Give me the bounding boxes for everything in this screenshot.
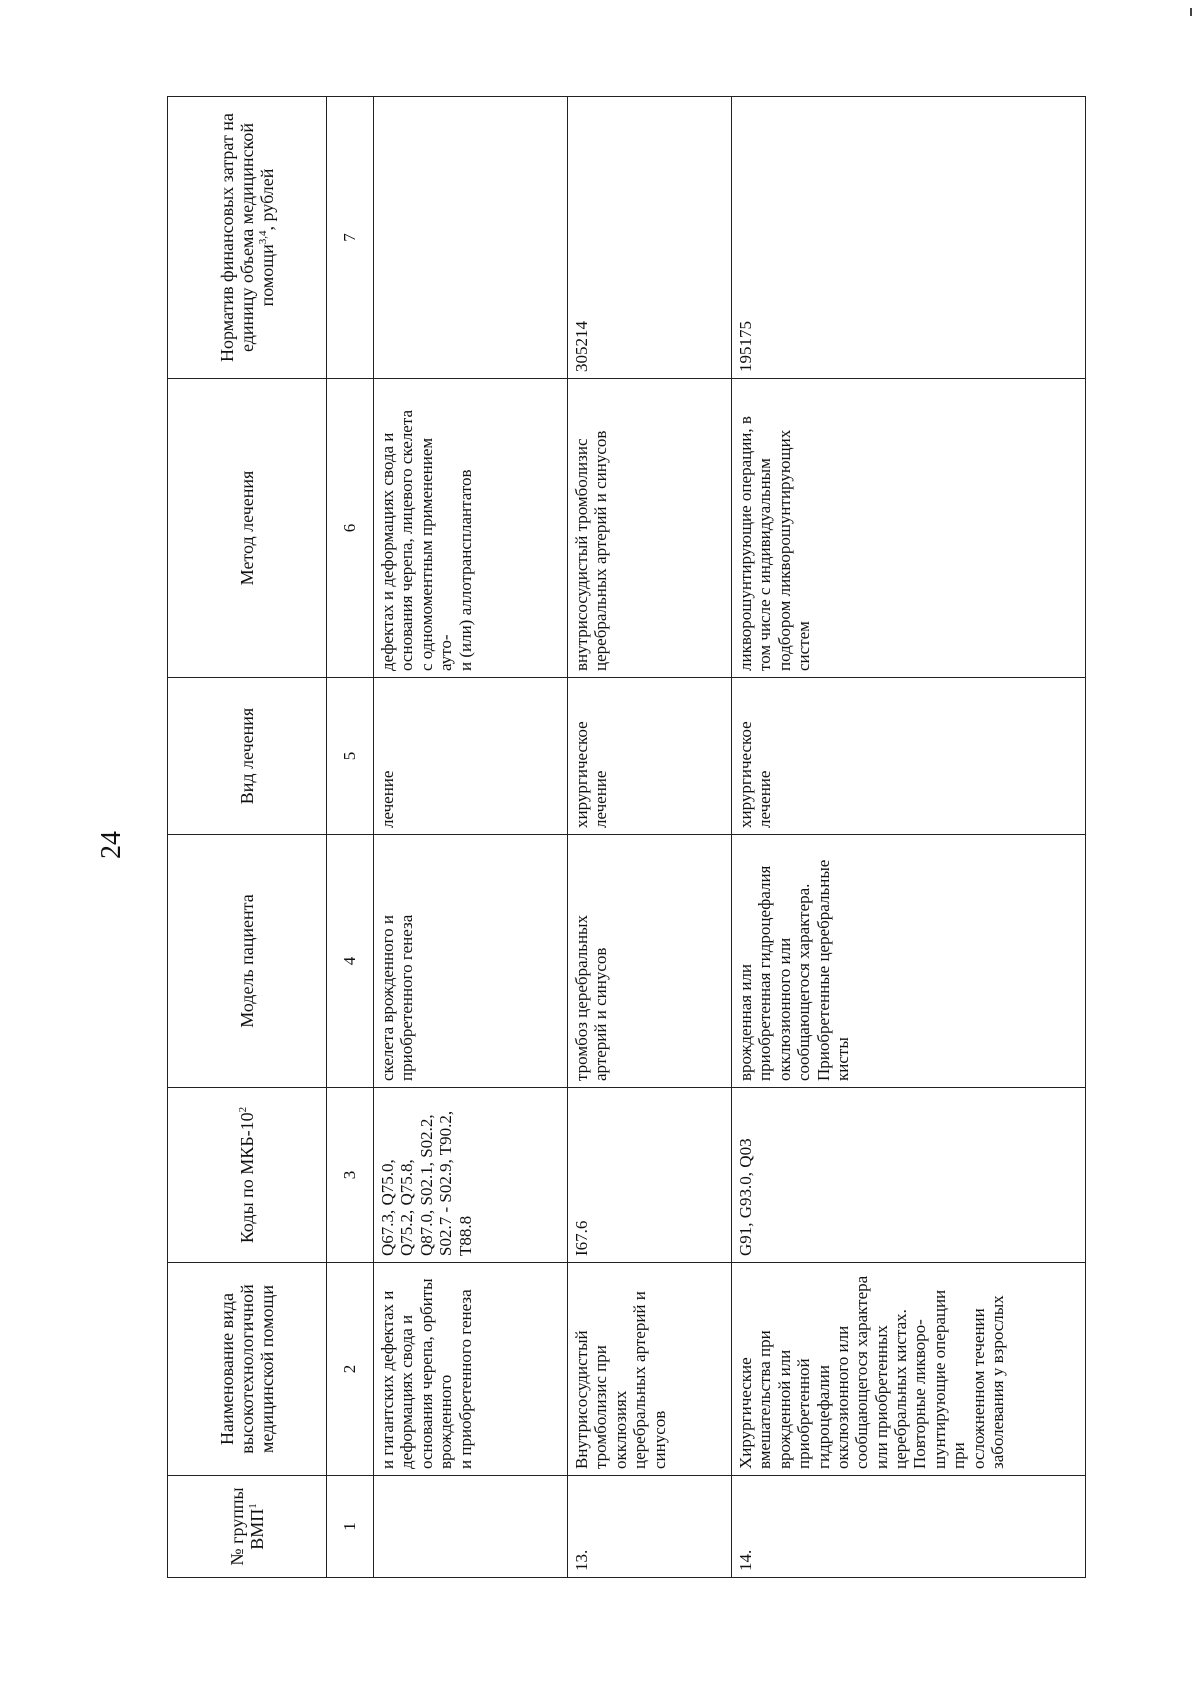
header-footnote: 2 (236, 1106, 249, 1113)
header-cell-patient-model (168, 835, 327, 1088)
vmp-name-cell (568, 1263, 732, 1476)
treatment-method: ликворошунтирующие операции, в том числе с индивидуальным подбором ликворошунтирующих систем (736, 416, 814, 671)
treatment-method: дефектах и деформациях свода и основания черепа, лицевого скелета с одномоментным применением ауто- и (или) аллотрансплантатов (378, 409, 475, 671)
treatment-method-cell (568, 379, 732, 678)
column-number: 4 (327, 835, 374, 1088)
cost-value: 195175 (736, 321, 755, 372)
header-text: № группы ВМП (226, 1487, 267, 1566)
header-text: Коды по МКБ-10 (236, 1112, 257, 1244)
column-number: 5 (327, 678, 374, 835)
header-cell-vmp-name (168, 1263, 327, 1476)
patient-model: скелета врожденного и приобретенного генеза (378, 914, 417, 1081)
group-number-cell (374, 1476, 568, 1578)
column-number: 2 (327, 1263, 374, 1476)
header-text: Метод лечения (236, 470, 257, 586)
header-cell-treatment-type (168, 678, 327, 835)
icd-codes: I67.6 (572, 1220, 591, 1256)
header-footnote: 1 (247, 1503, 259, 1509)
table-row (374, 97, 568, 1578)
column-number-row (327, 97, 374, 1578)
header-footnote: 3,4 (257, 230, 270, 245)
header-text: Вид лечения (236, 707, 257, 805)
icd-codes: Q67.3, Q75.0, Q75.2, Q75.8, Q87.0, S02.1, S02.2, S02.7 - S02.9, T90.2, T88.8 (378, 1110, 475, 1256)
treatment-type: лечение (378, 770, 397, 828)
patient-model: тромбоз церебральных артерий и синусов (572, 915, 611, 1081)
treatment-method-cell (732, 379, 1086, 678)
vmp-table (167, 96, 1086, 1578)
column-number: 1 (327, 1476, 374, 1578)
header-suffix: , рублей (257, 168, 278, 231)
group-number-cell (568, 1476, 732, 1578)
header-row (168, 97, 327, 1578)
column-number: 7 (327, 97, 374, 379)
treatment-type-cell (374, 678, 568, 835)
header-cell-group-no (168, 1476, 327, 1578)
header-cell-icd-codes (168, 1088, 327, 1263)
icd-codes-cell (732, 1088, 1086, 1263)
vmp-name: Хирургические вмешательства при врожденной или приобретенной гидроцефалии окклюзионного или сообщающегося характера или приобретенных церебральных кистах. Повторные ликворо- шунтирующие операции при осложненном течении заболевания у взрослых (736, 1275, 1007, 1469)
cost-cell (732, 97, 1086, 379)
icd-codes-cell (568, 1088, 732, 1263)
cost-value: 305214 (572, 321, 591, 372)
vmp-name: Внутрисосудистый тромболизис при окклюзиях церебральных артерий и синусов (572, 1291, 669, 1469)
header-text: Наименование вида высокотехнологичной медицинской помощи (216, 1284, 278, 1454)
patient-model-cell (568, 835, 732, 1088)
header-text: Модель пациента (236, 894, 257, 1028)
treatment-type-cell (732, 678, 1086, 835)
scan-edge-mark (1190, 8, 1192, 16)
header-cell-cost (168, 97, 327, 379)
header-cell-treatment-method (168, 379, 327, 678)
page-number: 24 (96, 831, 127, 859)
table-row (568, 97, 732, 1578)
vmp-name: и гигантских дефектах и деформациях свода и основания черепа, орбиты врожденного и приобретенного генеза (378, 1278, 475, 1469)
cost-cell (568, 97, 732, 379)
header-text: Норматив финансовых затрат на единицу объема медицинской помощи (216, 113, 278, 362)
patient-model-cell (732, 835, 1086, 1088)
treatment-method-cell (374, 379, 568, 678)
patient-model: врожденная или приобретенная гидроцефалия окклюзионного или сообщающегося характера. Приобретенные церебральные кисты (736, 859, 852, 1081)
treatment-type-cell (568, 678, 732, 835)
rotated-table-container (167, 97, 1054, 1578)
vmp-name-cell (374, 1263, 568, 1476)
group-number-cell (732, 1476, 1086, 1578)
group-number: 14. (736, 1549, 755, 1571)
treatment-type: хирургическое лечение (572, 721, 611, 828)
icd-codes-cell (374, 1088, 568, 1263)
treatment-method: внутрисосудистый тромболизис церебральных артерий и синусов (572, 430, 611, 671)
group-number: 13. (572, 1549, 591, 1571)
vmp-name-cell (732, 1263, 1086, 1476)
column-number: 3 (327, 1088, 374, 1263)
cost-cell (374, 97, 568, 379)
column-number: 6 (327, 379, 374, 678)
icd-codes: G91, G93.0, Q03 (736, 1138, 755, 1256)
table-row (732, 97, 1086, 1578)
patient-model-cell (374, 835, 568, 1088)
treatment-type: хирургическое лечение (736, 721, 775, 828)
